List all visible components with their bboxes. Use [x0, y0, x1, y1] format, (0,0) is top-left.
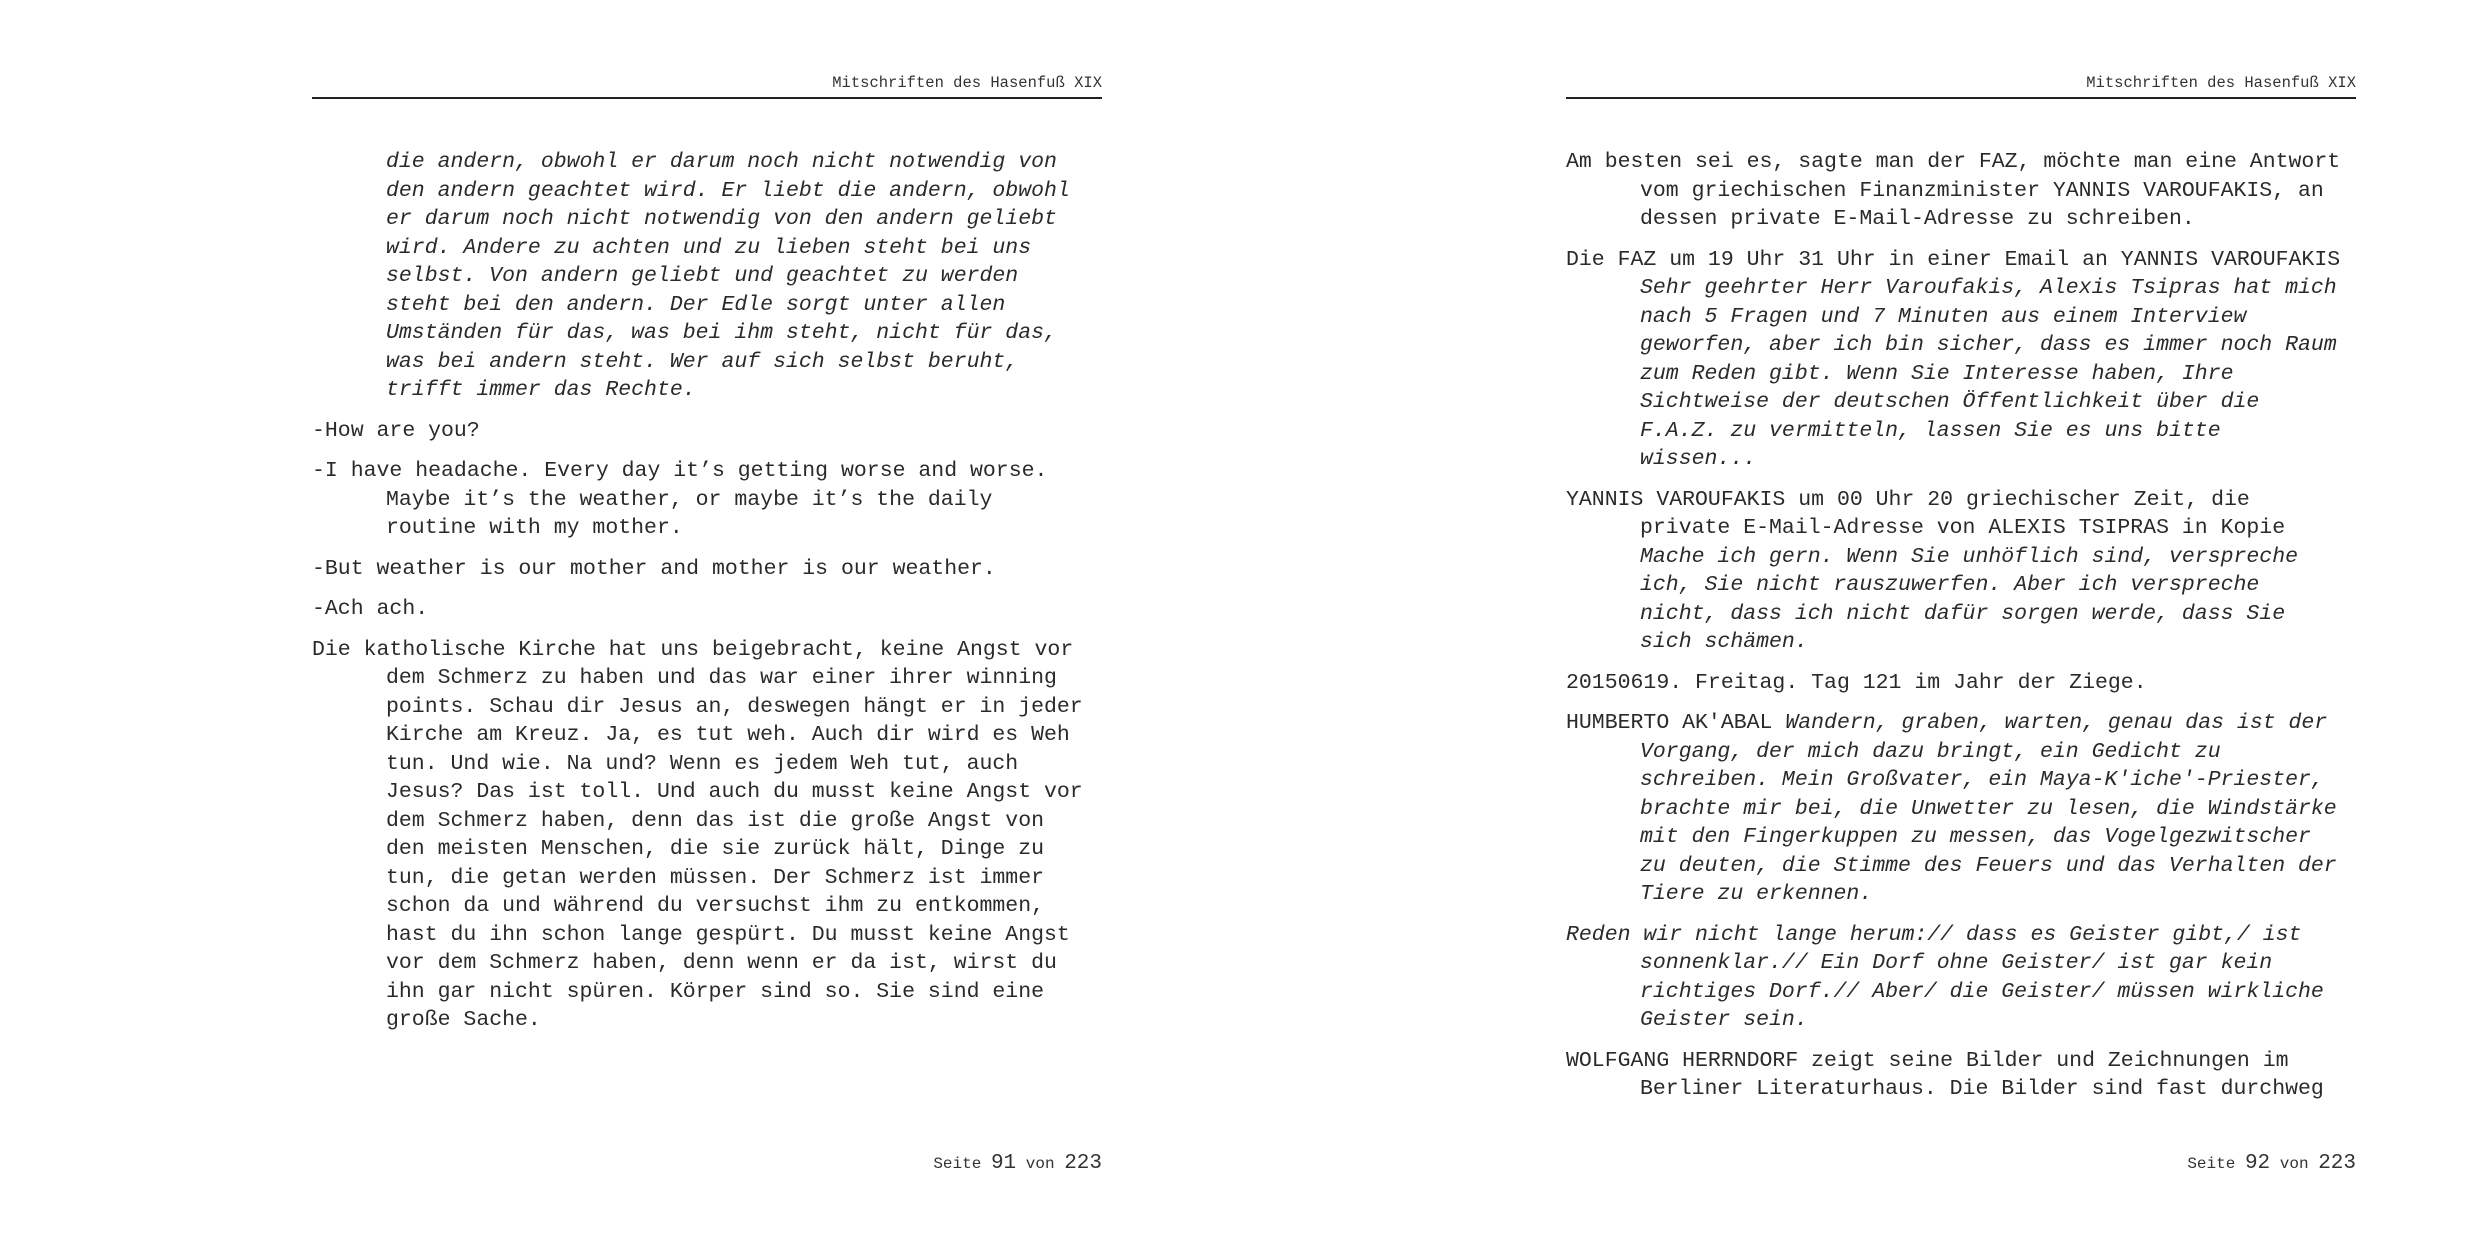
- text-line: nach 5 Fragen und 7 Minuten aus einem Interview: [1640, 304, 2247, 329]
- date-line: [1566, 669, 2356, 698]
- text-line: tun. Und wie. Na und? Wenn es jedem Weh tut, auch: [386, 751, 1019, 776]
- footer-page-number: 92: [2244, 1152, 2271, 1175]
- dialogue-line: [312, 417, 1102, 446]
- right-page: [1566, 0, 2356, 1240]
- text-line: Umständen für das, was bei ihm steht, nicht für das,: [386, 321, 1057, 345]
- page-body: [1566, 148, 2356, 1116]
- text-line: selbst. Von andern geliebt und geachtet zu werden: [386, 264, 1019, 288]
- text-line: ihn gar nicht spüren. Körper sind so. Sie sind eine: [386, 979, 1045, 1004]
- text-line: nicht, dass ich nicht dafür sorgen werde, dass Sie: [1640, 601, 2286, 626]
- text-line: vor dem Schmerz haben, denn wenn er da ist, wirst du: [386, 951, 1057, 975]
- body-paragraph: [1566, 148, 2356, 234]
- footer-middle: von: [2279, 1155, 2309, 1173]
- text-line: -Ach ach.: [312, 597, 429, 621]
- text-line: -I have headache. Every day it’s getting worse and worse.: [312, 459, 1048, 483]
- dialogue-line: [312, 457, 1102, 543]
- footer-middle: von: [1025, 1155, 1055, 1173]
- text-line: Sehr geehrter Herr Varoufakis, Alexis Tsipras hat mich: [1640, 276, 2337, 300]
- text-line: private E-Mail-Adresse von ALEXIS TSIPRAS in Kopie: [1640, 516, 2286, 540]
- text-line: -But weather is our mother and mother is our weather.: [312, 556, 996, 581]
- text-line: Reden wir nicht lange herum:// dass es Geister gibt,/ ist: [1566, 922, 2302, 947]
- running-header: Mitschriften des Hasenfuß XIX: [2086, 74, 2356, 92]
- body-paragraph: [1566, 1047, 2356, 1104]
- text-line: die andern, obwohl er darum noch nicht notwendig von: [386, 150, 1057, 174]
- text-line: schreiben. Mein Großvater, ein Maya-K'iche'-Priester,: [1640, 768, 2324, 792]
- text-line: geworfen, aber ich bin sicher, dass es immer noch Raum: [1640, 333, 2337, 357]
- text-line: Vorgang, der mich dazu bringt, ein Gedicht zu: [1640, 739, 2221, 764]
- text-line: wird. Andere zu achten und zu lieben steht bei uns: [386, 235, 1032, 260]
- text-line: brachte mir bei, die Unwetter zu lesen, die Windstärke: [1640, 796, 2337, 821]
- text-line: sonnenklar.// Ein Dorf ohne Geister/ ist gar kein: [1640, 951, 2273, 975]
- text-line: Kirche am Kreuz. Ja, es tut weh. Auch dir wird es Weh: [386, 723, 1070, 747]
- text-line: F.A.Z. zu vermitteln, lassen Sie es uns bitte: [1640, 418, 2221, 443]
- text-line: tun, die getan werden müssen. Der Schmerz ist immer: [386, 865, 1045, 890]
- left-page: [312, 0, 1102, 1240]
- body-paragraph: [1566, 709, 2356, 909]
- poem-paragraph: [1566, 921, 2356, 1035]
- header-rule: [312, 97, 1102, 99]
- text-line: richtiges Dorf.// Aber/ die Geister/ müssen wirkliche: [1640, 979, 2324, 1004]
- text-line: zu deuten, die Stimme des Feuers und das Verhalten der: [1640, 853, 2337, 878]
- body-paragraph: [1566, 246, 2356, 474]
- text-line: Jesus? Das ist toll. Und auch du musst keine Angst vor: [386, 780, 1083, 804]
- running-header: Mitschriften des Hasenfuß XIX: [832, 74, 1102, 92]
- body-paragraph: [1566, 486, 2356, 657]
- text-line: dem Schmerz zu haben und das war einer ihrer winning: [386, 666, 1057, 690]
- text-line: Maybe it’s the weather, or maybe it’s the daily: [386, 487, 993, 512]
- text-line: er darum noch nicht notwendig von den andern geliebt: [386, 207, 1057, 231]
- footer-prefix: Seite: [2187, 1155, 2236, 1173]
- body-paragraph: [312, 636, 1102, 1035]
- page-number-footer: [1566, 1152, 2356, 1175]
- text-line: points. Schau dir Jesus an, deswegen hängt er in jeder: [386, 694, 1083, 719]
- text-line: steht bei den andern. Der Edle sorgt unter allen: [386, 292, 1006, 317]
- text-line: wissen...: [1640, 447, 1757, 471]
- text-line: Die katholische Kirche hat uns beigebracht, keine Angst vor: [312, 637, 1074, 662]
- page-number-footer: [312, 1152, 1102, 1175]
- footer-page-number: 91: [990, 1152, 1017, 1175]
- text-line: schon da und während du versuchst ihm zu entkommen,: [386, 894, 1045, 918]
- quote-text: Wandern, graben, warten, genau das ist der: [1785, 711, 2328, 735]
- text-line: -How are you?: [312, 418, 480, 443]
- footer-prefix: Seite: [933, 1155, 982, 1173]
- text-line: mit den Fingerkuppen zu messen, das Vogelgezwitscher: [1640, 825, 2311, 849]
- text-line: den meisten Menschen, die sie zurück hält, Dinge zu: [386, 837, 1045, 861]
- text-line: große Sache.: [386, 1008, 541, 1032]
- text-line: Berliner Literaturhaus. Die Bilder sind fast durchweg: [1640, 1077, 2324, 1101]
- text-line: Sichtweise der deutschen Öffentlichkeit über die: [1640, 390, 2260, 414]
- page-body: [312, 148, 1102, 1047]
- text-line: den andern geachtet wird. Er liebt die andern, obwohl: [386, 178, 1070, 203]
- dialogue-line: [312, 595, 1102, 624]
- text-line: vom griechischen Finanzminister YANNIS VAROUFAKIS, an: [1640, 178, 2324, 203]
- footer-total-pages: 223: [1064, 1152, 1102, 1175]
- text-line: ich, Sie nicht rauszuwerfen. Aber ich verspreche: [1640, 573, 2260, 597]
- text-line: hast du ihn schon lange gespürt. Du musst keine Angst: [386, 922, 1070, 947]
- quote-paragraph: [312, 148, 1102, 405]
- text-line: was bei andern steht. Wer auf sich selbst beruht,: [386, 349, 1019, 374]
- dialogue-line: [312, 555, 1102, 584]
- text-line: Die FAZ um 19 Uhr 31 Uhr in einer Email an YANNIS VAROUFAKIS: [1566, 247, 2341, 272]
- text-line: 20150619. Freitag. Tag 121 im Jahr der Ziege.: [1566, 670, 2147, 695]
- text-line: YANNIS VAROUFAKIS um 00 Uhr 20 griechischer Zeit, die: [1566, 487, 2250, 512]
- text-line: zum Reden gibt. Wenn Sie Interesse haben, Ihre: [1640, 361, 2234, 386]
- text-line: trifft immer das Rechte.: [386, 378, 696, 402]
- text-line: Mache ich gern. Wenn Sie unhöflich sind, verspreche: [1640, 544, 2299, 569]
- text-line: sich schämen.: [1640, 630, 1808, 654]
- text-line: routine with my mother.: [386, 516, 683, 540]
- text-line: dem Schmerz haben, denn das ist die große Angst von: [386, 808, 1045, 833]
- header-rule: [1566, 97, 2356, 99]
- text-line: WOLFGANG HERRNDORF zeigt seine Bilder und Zeichnungen im: [1566, 1048, 2289, 1073]
- author-name: HUMBERTO AK'ABAL: [1566, 711, 1786, 735]
- text-line: Geister sein.: [1640, 1008, 1808, 1032]
- text-line: Am besten sei es, sagte man der FAZ, möchte man eine Antwort: [1566, 150, 2341, 174]
- footer-total-pages: 223: [2318, 1152, 2356, 1175]
- text-line: Tiere zu erkennen.: [1640, 882, 1873, 906]
- text-line: dessen private E-Mail-Adresse zu schreiben.: [1640, 207, 2195, 231]
